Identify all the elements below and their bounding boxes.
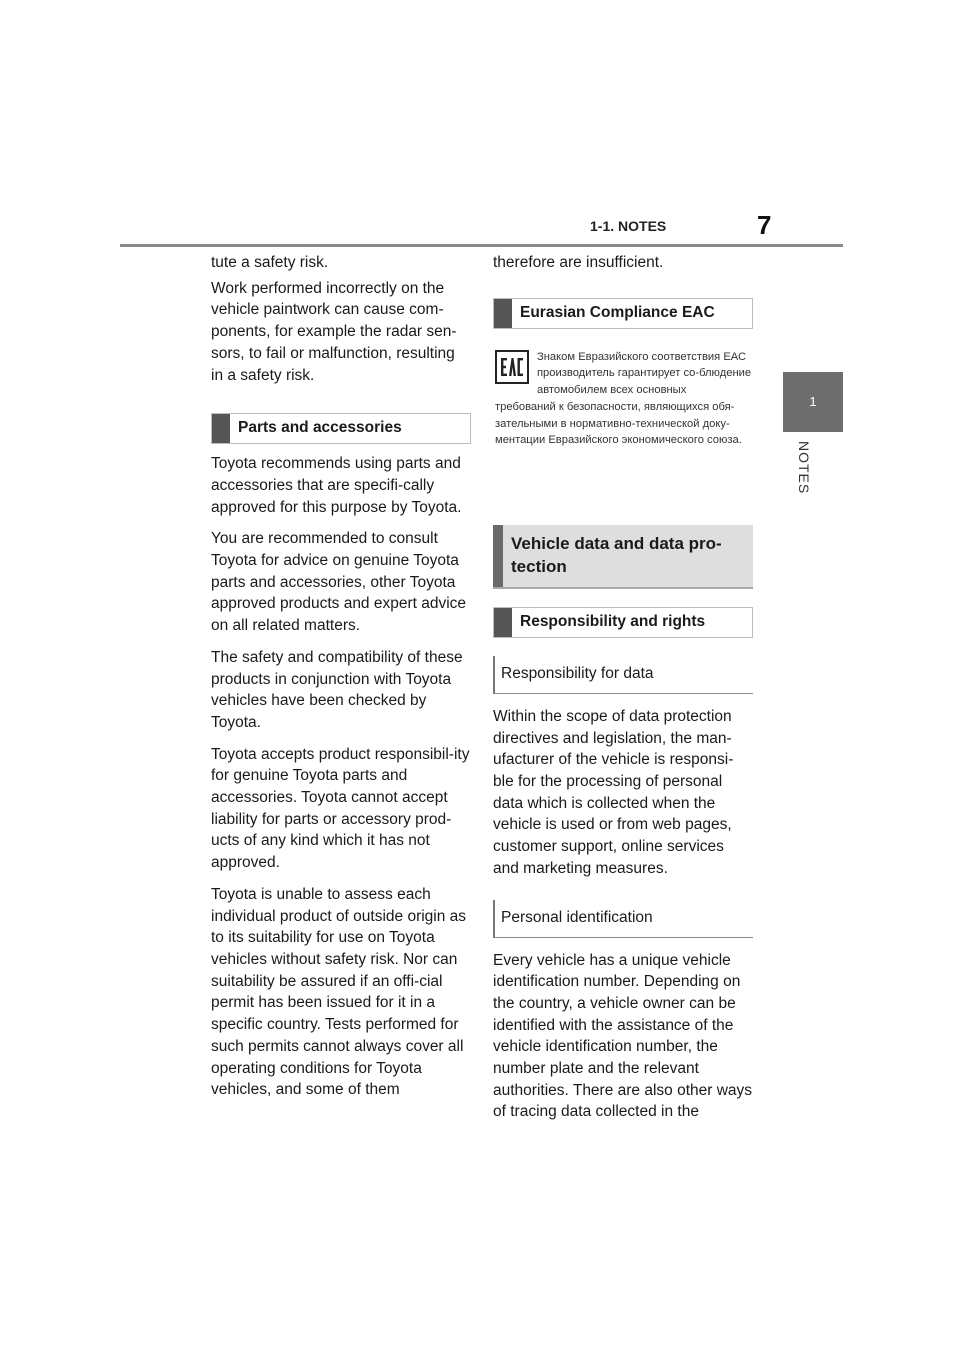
subheading-personal-identification: Personal identification — [493, 900, 753, 938]
section-heading-parts — [211, 413, 471, 444]
paragraph: Every vehicle has a unique vehicle identification number. Depending on the country, a vehicle owner can be identified with the assistance of the vehicle identification number, the number plate and the relevant authorities. There are also other ways of tracing data collected in the — [493, 951, 753, 1121]
right-column — [493, 252, 753, 1133]
section-title: 1-1. NOTES — [590, 218, 667, 234]
section-heading-vehicle-data — [493, 525, 753, 589]
eac-text: Знаком Евразийского соответствия ЕАС производитель гарантирует со-блюдение автомобилем всех основных — [537, 350, 752, 397]
heading-bar — [212, 414, 230, 443]
heading-text: Parts and accessories — [238, 419, 402, 437]
page-number: 7 — [757, 210, 772, 240]
heading-text: Responsibility and rights — [520, 612, 706, 630]
paragraph: Within the scope of data protection directives and legislation, the man-ufacturer of the vehicle is responsi-ble for the processing of personal data which is collected when the vehicle is used or from web pages, customer support, online services and marketing measures. — [493, 707, 734, 877]
header-divider — [120, 244, 843, 247]
heading-bar — [494, 608, 512, 637]
eac-mark-icon — [495, 350, 529, 384]
paragraph: The safety and compatibility of these products in conjunction with Toyota vehicles have been checked by Toyota. — [211, 648, 463, 731]
left-column — [211, 252, 471, 1111]
section-heading-eac — [493, 298, 753, 329]
section-heading-responsibility — [493, 607, 753, 638]
heading-text: Eurasian Compliance EAC — [520, 303, 715, 321]
paragraph: tute a safety risk. — [211, 254, 329, 271]
paragraph: Toyota accepts product responsibil-ity for genuine Toyota parts and accessories. Toyota cannot accept liability for parts or accessory prod-ucts of any kind which it has not approved. — [211, 745, 470, 872]
heading-bar — [493, 525, 503, 587]
paragraph: therefore are insufficient. — [493, 254, 664, 271]
paragraph: You are recommended to consult Toyota for advice on genuine Toyota parts and accessories, other Toyota approved products and expert advice on all related matters. — [211, 530, 467, 635]
eac-text-continued: требований к безопасности, являющихся обя-зательными в нормативно-технической доку-ментации Евразийского экономического союза. — [495, 400, 742, 447]
chapter-label: NOTES — [796, 441, 812, 495]
subheading-responsibility-for-data: Responsibility for data — [493, 656, 753, 694]
eac-notice — [493, 349, 753, 399]
paragraph: Toyota recommends using parts and accessories that are specifi-cally approved for this purpose by Toyota. — [211, 455, 462, 516]
heading-bar — [494, 299, 512, 328]
chapter-tab[interactable]: 1 — [783, 372, 843, 432]
heading-text: Vehicle data and data pro-tection — [511, 533, 722, 576]
paragraph: Toyota is unable to assess each individual product of outside origin as to its suitability for use on Toyota vehicles without safety risk. Nor can suitability be assured if an offi-cial permit has been issued for it in a specific country. Tests performed for such permits cannot always cover all operating conditions for Toyota vehicles, and some of them — [211, 885, 467, 1099]
paragraph: Work performed incorrectly on the vehicle paintwork can cause com-ponents, for example the radar sen-sors, to fail or malfunction, resulting in a safety risk. — [211, 279, 457, 384]
